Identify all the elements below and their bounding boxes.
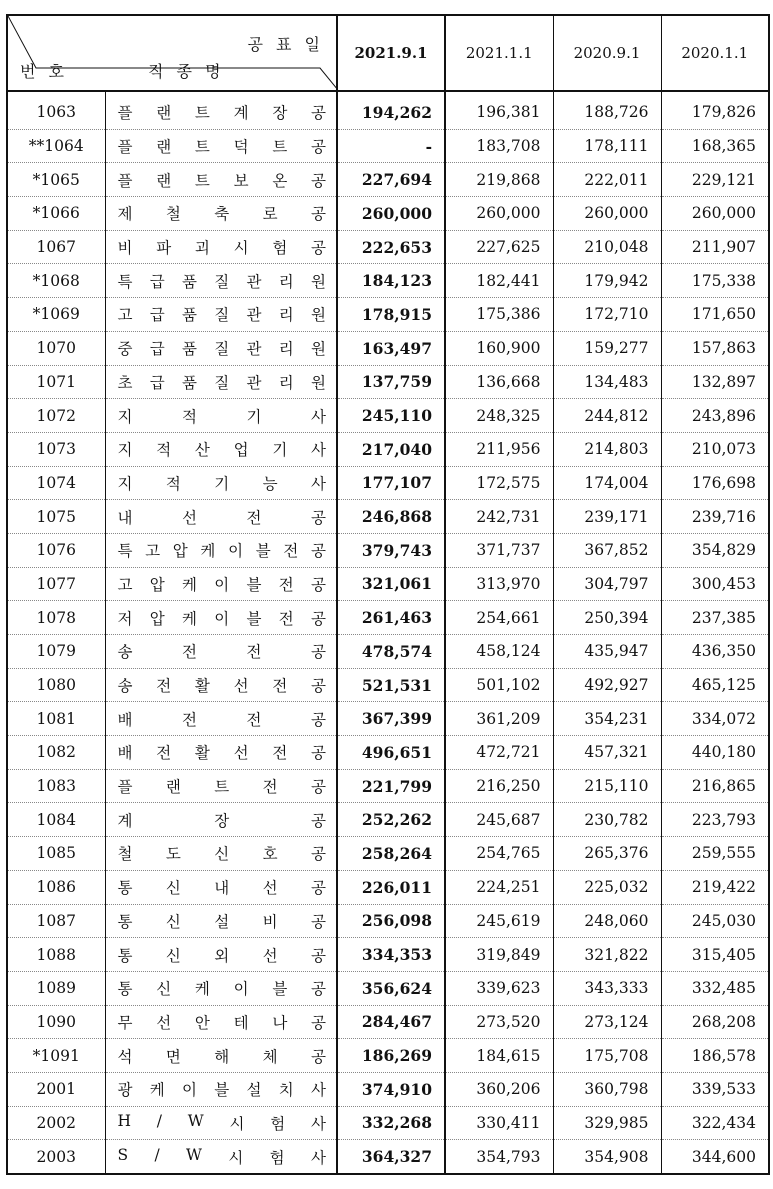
table-row bbox=[7, 1005, 769, 1039]
wage-value-3: 321,822 bbox=[553, 938, 661, 972]
wage-value-4: 237,385 bbox=[661, 601, 769, 635]
table-row bbox=[7, 769, 769, 803]
wage-value-3: 250,394 bbox=[553, 601, 661, 635]
wage-value-3: 134,483 bbox=[553, 365, 661, 399]
wage-value-3: 179,942 bbox=[553, 264, 661, 298]
table-row bbox=[7, 331, 769, 365]
date-header-2: 2021.1.1 bbox=[445, 15, 553, 91]
table-row bbox=[7, 1140, 769, 1174]
job-name bbox=[105, 129, 337, 163]
wage-table bbox=[6, 14, 770, 1175]
job-name bbox=[105, 331, 337, 365]
wage-value-1: 246,868 bbox=[337, 500, 445, 534]
table-row bbox=[7, 533, 769, 567]
wage-value-2: 245,687 bbox=[445, 803, 553, 837]
job-name bbox=[105, 91, 337, 129]
job-name-text: 송 전 전 공 bbox=[117, 643, 326, 662]
wage-value-2: 501,102 bbox=[445, 668, 553, 702]
job-name bbox=[105, 769, 337, 803]
wage-value-1: 186,269 bbox=[337, 1039, 445, 1073]
table-row bbox=[7, 736, 769, 770]
wage-value-2: 184,615 bbox=[445, 1039, 553, 1073]
table-row bbox=[7, 904, 769, 938]
table-row bbox=[7, 230, 769, 264]
job-name bbox=[105, 668, 337, 702]
job-name bbox=[105, 365, 337, 399]
job-name bbox=[105, 837, 337, 871]
job-name-text: 통 신 설 비 공 bbox=[117, 912, 326, 931]
wage-value-3: 329,985 bbox=[553, 1106, 661, 1140]
job-name bbox=[105, 399, 337, 433]
announce-date-label: 공 표 일 bbox=[247, 35, 324, 54]
wage-value-2: 273,520 bbox=[445, 1005, 553, 1039]
wage-value-1: 334,353 bbox=[337, 938, 445, 972]
job-name-text: 중 급 품 질 관 리 원 bbox=[117, 340, 326, 359]
wage-value-2: 224,251 bbox=[445, 870, 553, 904]
wage-value-2: 354,793 bbox=[445, 1140, 553, 1174]
wage-value-2: 254,661 bbox=[445, 601, 553, 635]
wage-value-1: 163,497 bbox=[337, 331, 445, 365]
job-name bbox=[105, 264, 337, 298]
wage-value-3: 304,797 bbox=[553, 567, 661, 601]
row-number: 1076 bbox=[7, 533, 105, 567]
row-number: 1089 bbox=[7, 971, 105, 1005]
table-row bbox=[7, 837, 769, 871]
table-row bbox=[7, 298, 769, 332]
table-row bbox=[7, 938, 769, 972]
wage-value-4: 259,555 bbox=[661, 837, 769, 871]
wage-value-3: 175,708 bbox=[553, 1039, 661, 1073]
wage-value-4: 332,485 bbox=[661, 971, 769, 1005]
row-number: 1082 bbox=[7, 736, 105, 770]
job-name-text: 배 전 활 선 전 공 bbox=[117, 744, 326, 763]
date-header-3: 2020.9.1 bbox=[553, 15, 661, 91]
job-name bbox=[105, 803, 337, 837]
wage-value-1: 227,694 bbox=[337, 163, 445, 197]
table-row bbox=[7, 1106, 769, 1140]
table-row bbox=[7, 803, 769, 837]
wage-value-2: 136,668 bbox=[445, 365, 553, 399]
job-name-text: 광 케 이 블 설 치 사 bbox=[117, 1081, 326, 1100]
table-row bbox=[7, 601, 769, 635]
job-name-text: 특 급 품 질 관 리 원 bbox=[117, 272, 326, 291]
wage-value-4: 132,897 bbox=[661, 365, 769, 399]
wage-value-2: 330,411 bbox=[445, 1106, 553, 1140]
job-name-column-label: 직 종 명 bbox=[148, 62, 225, 81]
wage-value-4: 354,829 bbox=[661, 533, 769, 567]
table-row bbox=[7, 432, 769, 466]
wage-value-1: 221,799 bbox=[337, 769, 445, 803]
wage-value-4: 179,826 bbox=[661, 91, 769, 129]
wage-value-4: 210,073 bbox=[661, 432, 769, 466]
wage-value-3: 360,798 bbox=[553, 1072, 661, 1106]
wage-value-3: 343,333 bbox=[553, 971, 661, 1005]
wage-value-3: 230,782 bbox=[553, 803, 661, 837]
job-name bbox=[105, 1039, 337, 1073]
row-number: 1081 bbox=[7, 702, 105, 736]
job-name-text: 내 선 전 공 bbox=[117, 508, 326, 527]
job-name-text: 철 도 신 호 공 bbox=[117, 845, 326, 864]
wage-value-3: 244,812 bbox=[553, 399, 661, 433]
wage-value-2: 245,619 bbox=[445, 904, 553, 938]
table-row bbox=[7, 870, 769, 904]
row-number: 2003 bbox=[36, 1147, 76, 1166]
row-number: 1078 bbox=[7, 601, 105, 635]
wage-value-1: - bbox=[337, 129, 445, 163]
job-name-text: 지 적 기 사 bbox=[117, 407, 326, 426]
job-name-text: 고 압 케 이 블 전 공 bbox=[117, 575, 326, 594]
wage-value-2: 211,956 bbox=[445, 432, 553, 466]
job-name-text: 통 신 외 선 공 bbox=[117, 946, 326, 965]
job-name bbox=[105, 971, 337, 1005]
wage-value-2: 360,206 bbox=[445, 1072, 553, 1106]
wage-value-3: 367,852 bbox=[553, 533, 661, 567]
wage-value-2: 472,721 bbox=[445, 736, 553, 770]
job-name-text: S / W 시 험 사 bbox=[117, 1145, 326, 1167]
job-name-text: 플 랜 트 덕 트 공 bbox=[117, 138, 326, 157]
wage-value-4: 440,180 bbox=[661, 736, 769, 770]
job-name bbox=[105, 938, 337, 972]
wage-value-4: 243,896 bbox=[661, 399, 769, 433]
wage-value-1: 137,759 bbox=[337, 365, 445, 399]
wage-value-4: 216,865 bbox=[661, 769, 769, 803]
wage-value-3: 265,376 bbox=[553, 837, 661, 871]
wage-value-4: 245,030 bbox=[661, 904, 769, 938]
wage-value-2: 248,325 bbox=[445, 399, 553, 433]
wage-value-2: 183,708 bbox=[445, 129, 553, 163]
job-name-text: 특 고 압 케 이 블 전 공 bbox=[117, 542, 326, 561]
wage-value-1: 521,531 bbox=[337, 668, 445, 702]
job-name bbox=[105, 1005, 337, 1039]
wage-value-1: 374,910 bbox=[337, 1072, 445, 1106]
wage-value-4: 171,650 bbox=[661, 298, 769, 332]
job-name bbox=[105, 904, 337, 938]
job-name-text: H / W 시 험 사 bbox=[117, 1111, 326, 1133]
job-name bbox=[105, 500, 337, 534]
wage-value-1: 178,915 bbox=[337, 298, 445, 332]
row-number: 1085 bbox=[7, 837, 105, 871]
job-name-text: 비 파 괴 시 험 공 bbox=[117, 239, 326, 258]
table-row bbox=[7, 365, 769, 399]
job-name bbox=[105, 702, 337, 736]
table-row bbox=[7, 702, 769, 736]
job-name-text: 석 면 해 체 공 bbox=[117, 1047, 326, 1066]
diagonal-header-cell bbox=[7, 15, 337, 91]
job-name-text: 통 신 케 이 블 공 bbox=[117, 980, 326, 999]
wage-value-4: 300,453 bbox=[661, 567, 769, 601]
wage-value-4: 223,793 bbox=[661, 803, 769, 837]
job-name-text: 무 선 안 테 나 공 bbox=[117, 1013, 326, 1032]
wage-value-3: 435,947 bbox=[553, 635, 661, 669]
wage-value-3: 178,111 bbox=[553, 129, 661, 163]
row-number: 1087 bbox=[7, 904, 105, 938]
wage-value-2: 182,441 bbox=[445, 264, 553, 298]
row-number: 1073 bbox=[7, 432, 105, 466]
wage-value-4: 211,907 bbox=[661, 230, 769, 264]
wage-value-4: 339,533 bbox=[661, 1072, 769, 1106]
row-number: 1075 bbox=[7, 500, 105, 534]
job-name bbox=[105, 1072, 337, 1106]
table-row bbox=[7, 1039, 769, 1073]
wage-value-1: 217,040 bbox=[337, 432, 445, 466]
date-header-4: 2020.1.1 bbox=[661, 15, 769, 91]
wage-value-2: 242,731 bbox=[445, 500, 553, 534]
row-number: *1068 bbox=[7, 264, 105, 298]
wage-value-4: 186,578 bbox=[661, 1039, 769, 1073]
wage-value-3: 214,803 bbox=[553, 432, 661, 466]
header-row bbox=[7, 15, 769, 91]
wage-value-1: 194,262 bbox=[337, 91, 445, 129]
row-number: 1077 bbox=[7, 567, 105, 601]
row-number: 1074 bbox=[7, 466, 105, 500]
wage-value-4: 322,434 bbox=[661, 1106, 769, 1140]
table-row bbox=[7, 197, 769, 231]
job-name bbox=[105, 736, 337, 770]
wage-value-4: 239,716 bbox=[661, 500, 769, 534]
wage-value-2: 160,900 bbox=[445, 331, 553, 365]
wage-value-1: 226,011 bbox=[337, 870, 445, 904]
job-name-text: 지 적 산 업 기 사 bbox=[117, 441, 326, 460]
row-number: 1088 bbox=[7, 938, 105, 972]
table-body bbox=[7, 91, 769, 1174]
wage-value-4: 176,698 bbox=[661, 466, 769, 500]
wage-value-3: 188,726 bbox=[553, 91, 661, 129]
wage-value-1: 258,264 bbox=[337, 837, 445, 871]
wage-value-4: 157,863 bbox=[661, 331, 769, 365]
wage-value-3: 239,171 bbox=[553, 500, 661, 534]
wage-value-3: 225,032 bbox=[553, 870, 661, 904]
row-number: 2001 bbox=[7, 1072, 105, 1106]
table-row bbox=[7, 163, 769, 197]
table-row bbox=[7, 635, 769, 669]
job-name-text: 저 압 케 이 블 전 공 bbox=[117, 609, 326, 628]
wage-value-3: 273,124 bbox=[553, 1005, 661, 1039]
wage-value-2: 175,386 bbox=[445, 298, 553, 332]
row-number: 1080 bbox=[7, 668, 105, 702]
table-row bbox=[7, 129, 769, 163]
number-column-label: 번 호 bbox=[20, 62, 68, 81]
job-name-text: 계 장 공 bbox=[117, 811, 326, 830]
wage-value-4: 436,350 bbox=[661, 635, 769, 669]
wage-value-2: 371,737 bbox=[445, 533, 553, 567]
wage-value-1: 252,262 bbox=[337, 803, 445, 837]
job-name bbox=[105, 163, 337, 197]
job-name-text: 고 급 품 질 관 리 원 bbox=[117, 306, 326, 325]
job-name bbox=[105, 533, 337, 567]
row-number: *1065 bbox=[7, 163, 105, 197]
wage-value-3: 260,000 bbox=[553, 197, 661, 231]
wage-value-2: 458,124 bbox=[445, 635, 553, 669]
job-name bbox=[105, 870, 337, 904]
job-name-text: 배 전 전 공 bbox=[117, 710, 326, 729]
wage-value-1: 321,061 bbox=[337, 567, 445, 601]
job-name bbox=[105, 466, 337, 500]
job-name bbox=[105, 432, 337, 466]
wage-value-2: 254,765 bbox=[445, 837, 553, 871]
wage-value-3: 174,004 bbox=[553, 466, 661, 500]
wage-value-1: 256,098 bbox=[337, 904, 445, 938]
row-number: *1091 bbox=[7, 1039, 105, 1073]
date-header-1: 2021.9.1 bbox=[337, 15, 445, 91]
wage-value-3: 457,321 bbox=[553, 736, 661, 770]
table-row bbox=[7, 1072, 769, 1106]
wage-value-2: 216,250 bbox=[445, 769, 553, 803]
wage-value-2: 319,849 bbox=[445, 938, 553, 972]
wage-value-1: 260,000 bbox=[337, 197, 445, 231]
job-name bbox=[105, 567, 337, 601]
wage-value-4: 344,600 bbox=[661, 1140, 769, 1174]
job-name-text: 플 랜 트 계 장 공 bbox=[117, 104, 326, 123]
wage-value-1: 184,123 bbox=[337, 264, 445, 298]
wage-table-container bbox=[6, 14, 768, 1175]
job-name-text: 통 신 내 선 공 bbox=[117, 879, 326, 898]
table-row bbox=[7, 567, 769, 601]
wage-value-2: 361,209 bbox=[445, 702, 553, 736]
job-name-text: 송 전 활 선 전 공 bbox=[117, 677, 326, 696]
wage-value-4: 315,405 bbox=[661, 938, 769, 972]
wage-value-1: 332,268 bbox=[337, 1106, 445, 1140]
row-number: 1079 bbox=[7, 635, 105, 669]
wage-value-4: 334,072 bbox=[661, 702, 769, 736]
job-name-text: 플 랜 트 보 온 공 bbox=[117, 171, 326, 190]
wage-value-2: 219,868 bbox=[445, 163, 553, 197]
row-number: 1063 bbox=[7, 91, 105, 129]
row-number: 1072 bbox=[7, 399, 105, 433]
wage-value-1: 245,110 bbox=[337, 399, 445, 433]
job-name-text: 제 철 축 로 공 bbox=[117, 205, 326, 224]
row-number: 1086 bbox=[7, 870, 105, 904]
wage-value-3: 354,908 bbox=[553, 1140, 661, 1174]
job-name bbox=[105, 1106, 337, 1140]
wage-value-1: 379,743 bbox=[337, 533, 445, 567]
wage-value-2: 313,970 bbox=[445, 567, 553, 601]
row-number: *1069 bbox=[7, 298, 105, 332]
wage-value-1: 364,327 bbox=[337, 1140, 445, 1174]
row-number: *1066 bbox=[7, 197, 105, 231]
wage-value-2: 260,000 bbox=[445, 197, 553, 231]
wage-value-4: 260,000 bbox=[661, 197, 769, 231]
wage-value-1: 177,107 bbox=[337, 466, 445, 500]
wage-value-2: 172,575 bbox=[445, 466, 553, 500]
wage-value-4: 219,422 bbox=[661, 870, 769, 904]
job-name bbox=[105, 230, 337, 264]
wage-value-1: 261,463 bbox=[337, 601, 445, 635]
row-number: 1084 bbox=[7, 803, 105, 837]
job-name-text: 플 랜 트 전 공 bbox=[117, 778, 326, 797]
wage-value-3: 354,231 bbox=[553, 702, 661, 736]
row-number: 1067 bbox=[7, 230, 105, 264]
wage-value-1: 284,467 bbox=[337, 1005, 445, 1039]
job-name bbox=[105, 197, 337, 231]
table-row bbox=[7, 399, 769, 433]
wage-value-1: 478,574 bbox=[337, 635, 445, 669]
wage-value-4: 229,121 bbox=[661, 163, 769, 197]
wage-value-1: 356,624 bbox=[337, 971, 445, 1005]
row-number: 1090 bbox=[7, 1005, 105, 1039]
table-row bbox=[7, 466, 769, 500]
table-row bbox=[7, 91, 769, 129]
wage-value-3: 172,710 bbox=[553, 298, 661, 332]
wage-value-3: 492,927 bbox=[553, 668, 661, 702]
wage-value-4: 465,125 bbox=[661, 668, 769, 702]
wage-value-3: 159,277 bbox=[553, 331, 661, 365]
row-number: 1071 bbox=[7, 365, 105, 399]
wage-value-2: 196,381 bbox=[445, 91, 553, 129]
row-number: **1064 bbox=[7, 129, 105, 163]
job-name bbox=[105, 298, 337, 332]
wage-value-2: 339,623 bbox=[445, 971, 553, 1005]
job-name bbox=[105, 601, 337, 635]
table-row bbox=[7, 500, 769, 534]
row-number: 1070 bbox=[7, 331, 105, 365]
row-number: 1083 bbox=[7, 769, 105, 803]
wage-value-3: 215,110 bbox=[553, 769, 661, 803]
wage-value-4: 175,338 bbox=[661, 264, 769, 298]
wage-value-3: 248,060 bbox=[553, 904, 661, 938]
wage-value-1: 496,651 bbox=[337, 736, 445, 770]
table-row bbox=[7, 264, 769, 298]
wage-value-4: 268,208 bbox=[661, 1005, 769, 1039]
wage-value-3: 222,011 bbox=[553, 163, 661, 197]
table-row bbox=[7, 668, 769, 702]
wage-value-4: 168,365 bbox=[661, 129, 769, 163]
wage-value-1: 222,653 bbox=[337, 230, 445, 264]
row-number: 2002 bbox=[7, 1106, 105, 1140]
table-row bbox=[7, 971, 769, 1005]
wage-value-1: 367,399 bbox=[337, 702, 445, 736]
wage-value-2: 227,625 bbox=[445, 230, 553, 264]
wage-value-3: 210,048 bbox=[553, 230, 661, 264]
job-name-text: 초 급 품 질 관 리 원 bbox=[117, 373, 326, 392]
job-name bbox=[105, 635, 337, 669]
job-name bbox=[105, 1140, 337, 1174]
job-name-text: 지 적 기 능 사 bbox=[117, 474, 326, 493]
